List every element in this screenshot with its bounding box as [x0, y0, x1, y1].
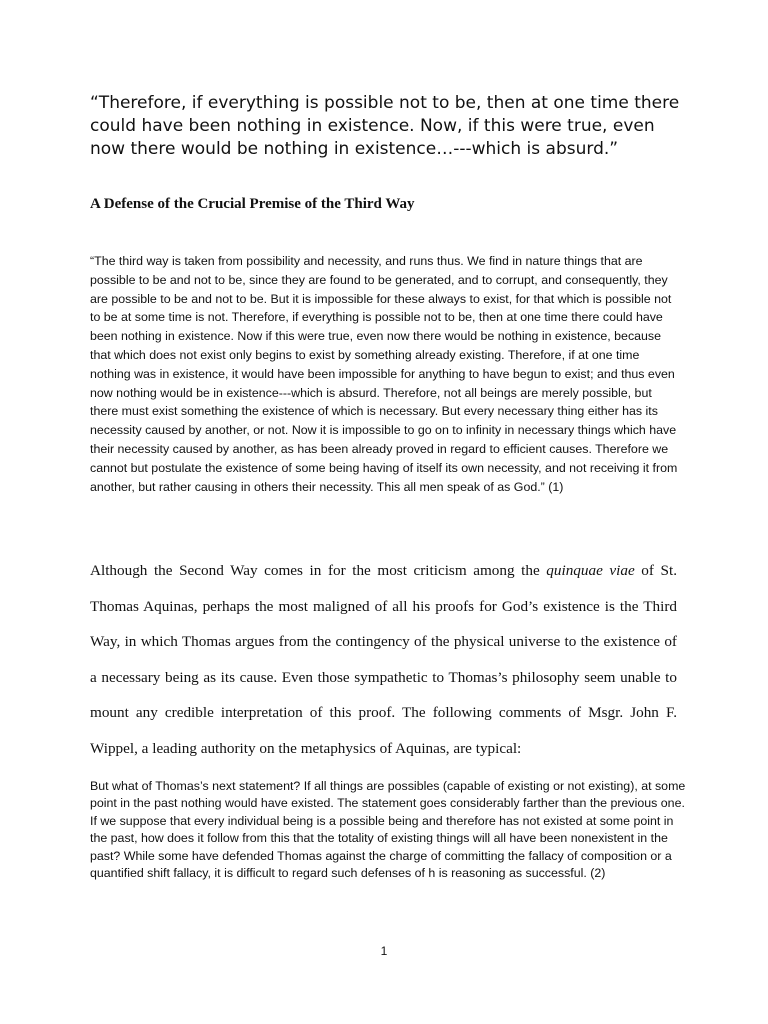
body-text-italic: quinquae viae	[546, 562, 635, 579]
opening-quote: “The third way is taken from possibility and necessity, and runs thus. We find in nature things that are possible to be and not to be, since they are found to be generated, and to corrupt, and consequently, they are possible to be and not to be. But it is impossible for these always to exist, for that which is possible not to be at some time is not. Therefore, if everything is possible not to be, then at one time there could have been nothing in existence. Now if this were true, even now there would be nothing in existence, because that which does not exist only begins to exist by something already existing. Therefore, if at one time nothing was in existence, it would have been impossible for anything to have begun to exist; and thus even now nothing would be in existence---which is absurd. Therefore, not all beings are merely possible, but there must exist something the existence of which is necessary. But every necessary thing either has its necessity caused by another, or not. Now it is impossible to go on to infinity in necessary things which have their necessity caused by another, as has been already proved in regard to efficient causes. Therefore we cannot but postulate the existence of some being having of itself its own necessity, and not receiving it from another, but rather causing in others their necessity. This all men speak of as God.” (1)	[90, 254, 678, 494]
body-text-part1: Although the Second Way comes in for the most criticism among the	[90, 562, 547, 579]
section-title: A Defense of the Crucial Premise of the Third Way	[90, 196, 415, 212]
block-quote: But what of Thomas’s next statement? If all things are possibles (capable of existing or not existing), at some point in the past nothing would have existed. The statement goes considerably farther than the previous one. If we suppose that every individual being is a possible being and therefore has not existed at some point in the past, how does it follow from this that the totality of existing things will all have been nonexistent in the past? While some have defended Thomas against the charge of committing the fallacy of composition or a quantified shift fallacy, it is difficult to regard such defenses of h is reasoning as successful. (2)	[90, 779, 686, 881]
epigraph-quote: “Therefore, if everything is possible not to be, then at one time there could have been nothing in existence. Now, if this were true, even now there would be nothing in existence…---which is absurd.”	[90, 93, 680, 159]
page-number: 1	[380, 944, 388, 958]
body-paragraph	[90, 553, 677, 767]
body-text-part2: of St. Thomas Aquinas, perhaps the most maligned of all his proofs for God’s existence is the Third Way, in which Thomas argues from the contingency of the physical universe to the existence of a necessary being as its cause. Even those sympathetic to Thomas’s philosophy seem unable to mount any credible interpretation of this proof. The following comments of Msgr. John F. Wippel, a leading authority on the metaphysics of Aquinas, are typical:	[90, 562, 677, 757]
